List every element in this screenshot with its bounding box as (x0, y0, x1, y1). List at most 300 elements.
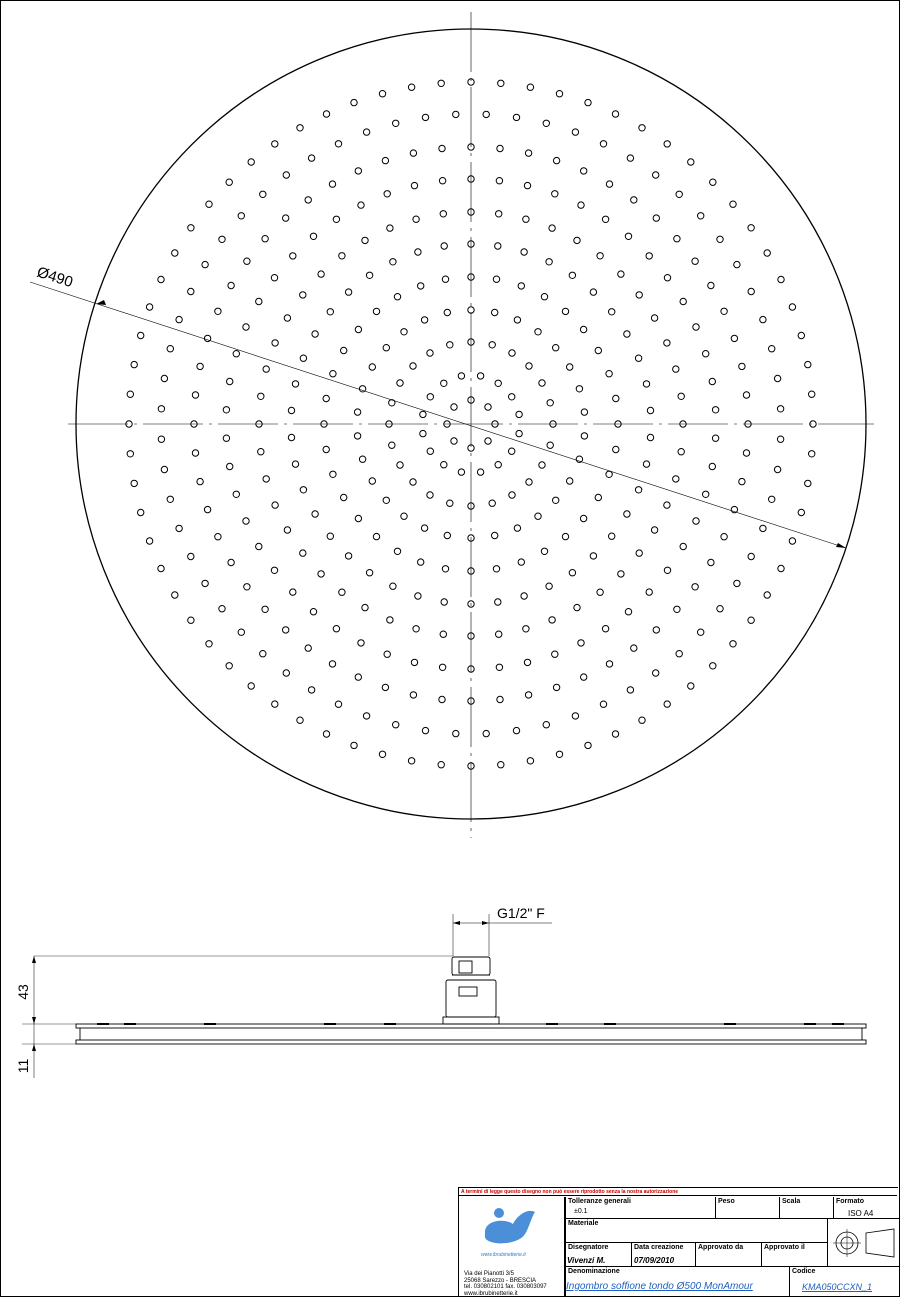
nozzle-hole (335, 141, 341, 147)
nozzle-hole (777, 406, 783, 412)
nozzle-hole (410, 363, 416, 369)
nozzle-hole (602, 216, 608, 222)
nozzle-hole (778, 565, 784, 571)
nozzle-hole (643, 461, 649, 467)
nozzle-hole (567, 364, 573, 370)
nozzle-hole (453, 111, 459, 117)
nozzle-hole (495, 243, 501, 249)
nozzle-hole (553, 497, 559, 503)
nozzle-hole (595, 347, 601, 353)
nozzle-hole (146, 538, 152, 544)
nozzle-hole (562, 308, 568, 314)
nozzle-hole (188, 553, 194, 559)
nozzle-hole (345, 553, 351, 559)
nozzle-hole (410, 150, 416, 156)
nozzle-hole (627, 687, 633, 693)
nozzle-hole (809, 451, 815, 457)
nozzle-hole (734, 261, 740, 267)
nozzle-hole (509, 448, 515, 454)
nozzle-hole (678, 393, 684, 399)
nozzle-hole (516, 430, 522, 436)
tolerance-value: ±0.1 (574, 1208, 588, 1215)
nozzle-hole (329, 661, 335, 667)
nozzle-hole (673, 476, 679, 482)
code-label: Codice (792, 1268, 816, 1275)
nozzle-hole (394, 548, 400, 554)
nozzle-hole (606, 471, 612, 477)
nozzle-hole (639, 125, 645, 131)
nozzle-hole (172, 250, 178, 256)
nozzle-hole (489, 500, 495, 506)
nozzle-hole (335, 701, 341, 707)
nozzle-hole (581, 674, 587, 680)
company-logo-icon (475, 1202, 545, 1250)
nozzle-hole (248, 159, 254, 165)
nozzle-hole (627, 155, 633, 161)
nozzle-hole (451, 404, 457, 410)
nozzle-hole (525, 692, 531, 698)
nozzle-hole (439, 696, 445, 702)
side-view (22, 914, 866, 1078)
nozzle-hole (678, 449, 684, 455)
nozzle-hole (300, 355, 306, 361)
nozzle-hole (358, 202, 364, 208)
nozzle-hole (369, 364, 375, 370)
fitting-body (446, 980, 496, 1017)
nozzle-hole (692, 258, 698, 264)
nozzle-hole (447, 342, 453, 348)
nozzle-hole (283, 172, 289, 178)
nozzle-hole (439, 178, 445, 184)
created-label: Data creazione (634, 1244, 684, 1251)
nozzle-hole (552, 651, 558, 657)
nozzle-hole (366, 272, 372, 278)
created-value: 07/09/2010 (634, 1256, 675, 1265)
nozzle-hole (206, 201, 212, 207)
nozzle-hole (743, 392, 749, 398)
nozzle-hole (355, 326, 361, 332)
tolerance-label: Tolleranze generali (568, 1198, 631, 1205)
nozzle-hole (553, 157, 559, 163)
nozzle-hole (397, 380, 403, 386)
nozzle-hole (283, 670, 289, 676)
nozzle-hole (549, 617, 555, 623)
nozzle-hole (647, 434, 653, 440)
nozzle-hole (373, 308, 379, 314)
nozzle-hole (590, 553, 596, 559)
nozzle-hole (318, 571, 324, 577)
nozzle-hole (413, 626, 419, 632)
nozzle-hole (664, 567, 670, 573)
plate-nozzle (604, 1023, 616, 1025)
nozzle-hole (485, 438, 491, 444)
nozzle-hole (712, 435, 718, 441)
nozzle-hole (543, 120, 549, 126)
nozzle-hole (427, 394, 433, 400)
nozzle-hole (215, 534, 221, 540)
nozzle-hole (418, 559, 424, 565)
nozzle-hole (382, 684, 388, 690)
plate-nozzle (124, 1023, 136, 1025)
nozzle-hole (227, 378, 233, 384)
nozzle-hole (631, 197, 637, 203)
address-line: 25068 Sarezzo - BRESCIA (464, 1277, 537, 1284)
nozzle-hole (495, 380, 501, 386)
nozzle-hole (161, 375, 167, 381)
nozzle-hole (341, 347, 347, 353)
nozzle-hole (527, 758, 533, 764)
nozzle-hole (243, 324, 249, 330)
nozzle-hole (439, 664, 445, 670)
nozzle-hole (541, 548, 547, 554)
plate-nozzle (324, 1023, 336, 1025)
nozzle-hole (664, 340, 670, 346)
address-line: www.ibrubinetterie.it (464, 1290, 518, 1297)
nozzle-hole (693, 324, 699, 330)
nozzle-hole (192, 392, 198, 398)
created-cell (631, 1243, 695, 1267)
nozzle-hole (345, 289, 351, 295)
nozzle-hole (805, 361, 811, 367)
shower-plate-bottom (76, 1040, 866, 1044)
nozzle-hole (709, 378, 715, 384)
nozzle-hole (333, 626, 339, 632)
nozzle-hole (258, 449, 264, 455)
nozzle-hole (439, 145, 445, 151)
nozzle-hole (341, 494, 347, 500)
nozzle-hole (442, 566, 448, 572)
nozzle-hole (764, 592, 770, 598)
plate-nozzle (204, 1023, 216, 1025)
nozzle-hole (297, 125, 303, 131)
nozzle-hole (774, 375, 780, 381)
nozzle-hole (158, 406, 164, 412)
nozzle-hole (441, 462, 447, 468)
nozzle-hole (384, 191, 390, 197)
nozzle-hole (158, 565, 164, 571)
nozzle-hole (708, 282, 714, 288)
nozzle-hole (509, 350, 515, 356)
weight-label: Peso (718, 1198, 735, 1205)
company-address (464, 1271, 547, 1297)
nozzle-hole (329, 181, 335, 187)
nozzle-hole (176, 525, 182, 531)
nozzle-hole (427, 350, 433, 356)
nozzle-hole (223, 407, 229, 413)
nozzle-hole (383, 497, 389, 503)
dimension-arrow (32, 1017, 36, 1024)
nozzle-hole (748, 617, 754, 623)
code-value: KMA050CCXN_1 (802, 1282, 873, 1292)
nozzle-hole (438, 80, 444, 86)
nozzle-hole (600, 701, 606, 707)
nozzle-hole (635, 355, 641, 361)
nozzle-hole (688, 683, 694, 689)
nozzle-hole (256, 543, 262, 549)
nozzle-hole (427, 448, 433, 454)
nozzle-hole (485, 404, 491, 410)
nozzle-hole (127, 391, 133, 397)
nozzle-hole (272, 701, 278, 707)
nozzle-hole (624, 331, 630, 337)
nozzle-hole (441, 243, 447, 249)
plate-nozzle (724, 1023, 736, 1025)
approved-on-cell (761, 1243, 827, 1267)
nozzle-hole (379, 91, 385, 97)
nozzle-hole (676, 191, 682, 197)
nozzle-hole (497, 696, 503, 702)
address-line: tel. 030802101 fax. 030803097 (464, 1284, 547, 1290)
top-view (30, 12, 874, 838)
nozzle-hole (366, 570, 372, 576)
nozzle-hole (333, 216, 339, 222)
nozzle-hole (226, 179, 232, 185)
nozzle-hole (646, 589, 652, 595)
nozzle-hole (581, 168, 587, 174)
nozzle-hole (743, 450, 749, 456)
nozzle-hole (202, 261, 208, 267)
nozzle-hole (624, 511, 630, 517)
nozzle-hole (552, 191, 558, 197)
nozzle-hole (523, 216, 529, 222)
nozzle-hole (411, 182, 417, 188)
nozzle-hole (243, 518, 249, 524)
nozzle-hole (422, 114, 428, 120)
nozzle-hole (805, 480, 811, 486)
nozzle-hole (272, 502, 278, 508)
weight-cell (715, 1197, 779, 1219)
nozzle-hole (547, 442, 553, 448)
nozzle-hole (373, 533, 379, 539)
nozzle-hole (572, 129, 578, 135)
shower-plate-top (76, 1024, 866, 1028)
nozzle-hole (410, 479, 416, 485)
nozzle-hole (809, 391, 815, 397)
dimension-arrow (32, 956, 36, 963)
nozzle-hole (362, 604, 368, 610)
nozzle-hole (730, 201, 736, 207)
diameter-label: Ø490 (34, 263, 75, 292)
nozzle-hole (513, 727, 519, 733)
nozzle-hole (420, 430, 426, 436)
nozzle-hole (415, 593, 421, 599)
nozzle-hole (712, 407, 718, 413)
nozzle-hole (138, 332, 144, 338)
fitting-detail (459, 987, 477, 996)
nozzle-hole (549, 225, 555, 231)
nozzle-hole (312, 511, 318, 517)
nozzle-hole (438, 762, 444, 768)
nozzle-hole (382, 157, 388, 163)
company-block (459, 1197, 565, 1297)
nozzle-hole (228, 282, 234, 288)
nozzle-hole (351, 99, 357, 105)
format-cell (833, 1197, 899, 1219)
nozzle-hole (597, 253, 603, 259)
tolerance-cell (565, 1197, 715, 1219)
nozzle-hole (606, 371, 612, 377)
nozzle-hole (495, 599, 501, 605)
nozzle-hole (581, 409, 587, 415)
nozzle-hole (390, 583, 396, 589)
nozzle-hole (513, 114, 519, 120)
nozzle-hole (664, 275, 670, 281)
nozzle-hole (578, 640, 584, 646)
nozzle-hole (387, 225, 393, 231)
nozzle-hole (327, 309, 333, 315)
nozzle-hole (493, 566, 499, 572)
nozzle-hole (673, 366, 679, 372)
nozzle-hole (647, 407, 653, 413)
nozzle-hole (228, 559, 234, 565)
nozzle-hole (518, 559, 524, 565)
nozzle-hole (721, 308, 727, 314)
nozzle-hole (305, 197, 311, 203)
nozzle-hole (408, 758, 414, 764)
nozzle-hole (233, 491, 239, 497)
designer-cell (565, 1243, 631, 1267)
nozzle-hole (444, 532, 450, 538)
nozzle-hole (730, 641, 736, 647)
nozzle-hole (310, 233, 316, 239)
nozzle-hole (262, 236, 268, 242)
nozzle-hole (496, 178, 502, 184)
nozzle-hole (680, 543, 686, 549)
nozzle-hole (260, 191, 266, 197)
nozzle-hole (612, 731, 618, 737)
nozzle-hole (339, 253, 345, 259)
nozzle-hole (693, 518, 699, 524)
nozzle-hole (618, 271, 624, 277)
nozzle-hole (692, 584, 698, 590)
nozzle-hole (556, 751, 562, 757)
material-cell (565, 1219, 827, 1243)
nozzle-hole (440, 631, 446, 637)
nozzle-hole (664, 701, 670, 707)
nozzle-hole (514, 525, 520, 531)
nozzle-hole (283, 215, 289, 221)
nozzle-hole (580, 326, 586, 332)
nozzle-hole (764, 250, 770, 256)
nozzle-hole (318, 271, 324, 277)
nozzle-hole (290, 253, 296, 259)
logo-website: www.ibrubinetterie.it (481, 1252, 526, 1258)
nozzle-hole (546, 583, 552, 589)
approved-on-label: Approvato il (764, 1244, 805, 1251)
nozzle-hole (394, 294, 400, 300)
nozzle-hole (272, 141, 278, 147)
nozzle-hole (204, 506, 210, 512)
nozzle-hole (161, 466, 167, 472)
nozzle-hole (308, 155, 314, 161)
nozzle-hole (297, 717, 303, 723)
nozzle-hole (748, 225, 754, 231)
nozzle-hole (562, 533, 568, 539)
nozzle-hole (717, 606, 723, 612)
nozzle-hole (518, 283, 524, 289)
nozzle-hole (553, 684, 559, 690)
nozzle-hole (197, 478, 203, 484)
nozzle-hole (458, 469, 464, 475)
nozzle-hole (496, 211, 502, 217)
nozzle-hole (421, 525, 427, 531)
nozzle-hole (789, 538, 795, 544)
nozzle-hole (739, 363, 745, 369)
nozzle-hole (653, 215, 659, 221)
projection-symbol-cell (827, 1219, 899, 1267)
nozzle-hole (569, 272, 575, 278)
nozzle-hole (284, 527, 290, 533)
nozzle-hole (606, 661, 612, 667)
nozzle-hole (233, 351, 239, 357)
nozzle-hole (215, 308, 221, 314)
name-label: Denominazione (568, 1268, 620, 1275)
scale-label: Scala (782, 1198, 801, 1205)
nozzle-hole (411, 659, 417, 665)
nozzle-hole (798, 332, 804, 338)
nozzle-hole (739, 478, 745, 484)
nozzle-hole (244, 584, 250, 590)
nozzle-hole (578, 202, 584, 208)
nozzle-hole (362, 237, 368, 243)
nozzle-hole (625, 609, 631, 615)
material-label: Materiale (568, 1220, 599, 1227)
nozzle-hole (636, 292, 642, 298)
nozzle-hole (612, 111, 618, 117)
nozzle-hole (219, 606, 225, 612)
nozzle-hole (574, 237, 580, 243)
nozzle-hole (351, 742, 357, 748)
nozzle-hole (131, 480, 137, 486)
nozzle-hole (535, 329, 541, 335)
nozzle-hole (606, 181, 612, 187)
diameter-dimension-line (30, 282, 846, 548)
nozzle-hole (138, 509, 144, 515)
nozzle-hole (358, 640, 364, 646)
nozzle-hole (393, 120, 399, 126)
nozzle-hole (401, 329, 407, 335)
nozzle-hole (618, 571, 624, 577)
nozzle-hole (539, 380, 545, 386)
nozzle-hole (290, 589, 296, 595)
nozzle-hole (527, 84, 533, 90)
nozzle-hole (653, 172, 659, 178)
nozzle-hole (420, 411, 426, 417)
nozzle-hole (271, 567, 277, 573)
nozzle-hole (698, 629, 704, 635)
title-block (458, 1187, 898, 1296)
nozzle-hole (384, 651, 390, 657)
nozzle-hole (292, 461, 298, 467)
nozzle-hole (288, 434, 294, 440)
nozzle-hole (238, 213, 244, 219)
nozzle-hole (748, 553, 754, 559)
nozzle-hole (477, 469, 483, 475)
nozzle-hole (777, 436, 783, 442)
thickness-label: 11 (15, 1058, 31, 1074)
nozzle-hole (363, 129, 369, 135)
nozzle-hole (323, 731, 329, 737)
nozzle-hole (597, 589, 603, 595)
nozzle-hole (498, 80, 504, 86)
nozzle-hole (574, 604, 580, 610)
nozzle-hole (323, 446, 329, 452)
nozzle-hole (355, 515, 361, 521)
nozzle-hole (327, 533, 333, 539)
plate-nozzle (97, 1023, 109, 1025)
nozzle-hole (492, 309, 498, 315)
nozzle-hole (256, 298, 262, 304)
